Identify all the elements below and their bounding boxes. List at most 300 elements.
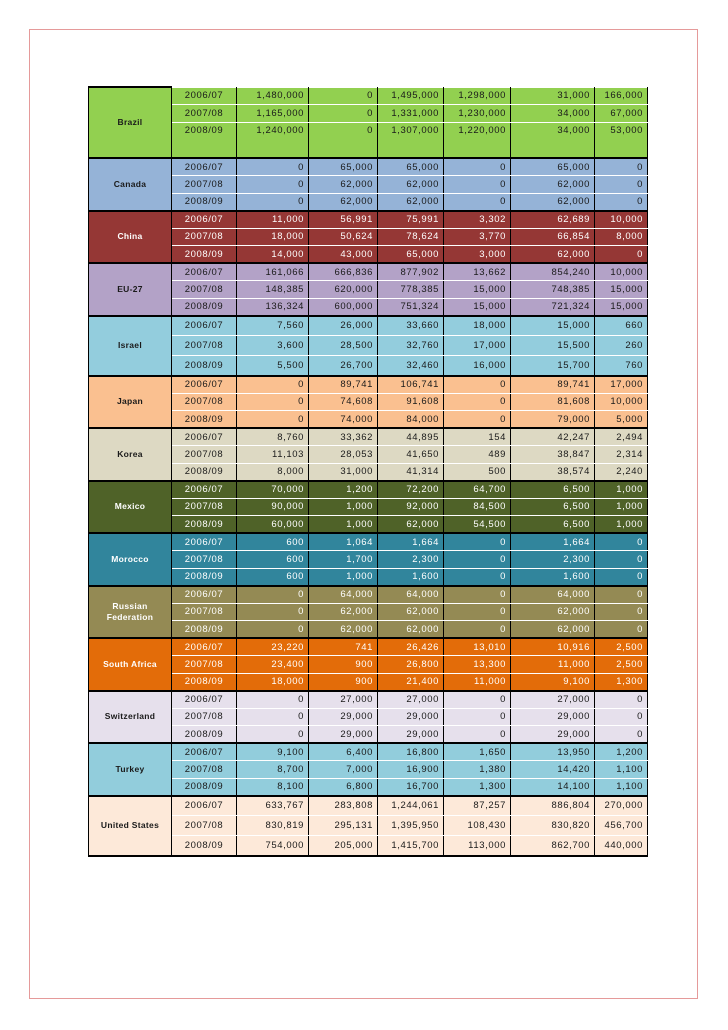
country-cell: Turkey [89, 743, 172, 796]
value-cell: 0 [309, 105, 378, 123]
value-cell: 13,300 [444, 656, 511, 674]
year-cell: 2008/09 [172, 726, 237, 744]
year-cell: 2007/08 [172, 708, 237, 726]
table-row [89, 778, 648, 796]
year-cell: 2006/07 [172, 428, 237, 446]
value-cell: 18,000 [237, 673, 309, 691]
value-cell: 6,400 [309, 743, 378, 761]
country-cell: Russian Federation [89, 586, 172, 639]
value-cell: 830,820 [511, 816, 595, 836]
value-cell: 633,767 [237, 796, 309, 816]
value-cell: 2,500 [595, 638, 648, 656]
value-cell: 1,165,000 [237, 105, 309, 123]
value-cell: 50,624 [309, 228, 378, 246]
table-row [89, 673, 648, 691]
value-cell: 9,100 [511, 673, 595, 691]
value-cell: 65,000 [378, 158, 444, 176]
value-cell: 62,000 [378, 621, 444, 639]
value-cell: 283,808 [309, 796, 378, 816]
table-row [89, 356, 648, 376]
value-cell: 500 [444, 463, 511, 481]
value-cell: 0 [237, 158, 309, 176]
value-cell: 1,700 [309, 551, 378, 569]
value-cell: 62,000 [511, 603, 595, 621]
year-cell: 2006/07 [172, 796, 237, 816]
value-cell: 62,000 [511, 193, 595, 211]
value-cell: 10,000 [595, 211, 648, 229]
value-cell: 751,324 [378, 298, 444, 316]
value-cell: 1,307,000 [378, 122, 444, 158]
value-cell: 721,324 [511, 298, 595, 316]
value-cell: 1,495,000 [378, 87, 444, 105]
value-cell: 32,760 [378, 336, 444, 356]
value-cell: 3,302 [444, 211, 511, 229]
value-cell: 205,000 [309, 836, 378, 856]
value-cell: 29,000 [309, 708, 378, 726]
table-row [89, 446, 648, 464]
value-cell: 1,664 [378, 533, 444, 551]
value-cell: 0 [309, 87, 378, 105]
value-cell: 1,415,700 [378, 836, 444, 856]
table-row [89, 393, 648, 411]
value-cell: 26,800 [378, 656, 444, 674]
value-cell: 23,400 [237, 656, 309, 674]
value-cell: 0 [444, 726, 511, 744]
value-cell: 0 [237, 708, 309, 726]
value-cell: 900 [309, 673, 378, 691]
value-cell: 1,300 [595, 673, 648, 691]
value-cell: 0 [595, 691, 648, 709]
value-cell: 136,324 [237, 298, 309, 316]
table-row [89, 105, 648, 123]
value-cell: 5,500 [237, 356, 309, 376]
value-cell: 89,741 [511, 376, 595, 394]
value-cell: 456,700 [595, 816, 648, 836]
value-cell: 75,991 [378, 211, 444, 229]
value-cell: 1,000 [595, 516, 648, 534]
value-cell: 28,500 [309, 336, 378, 356]
value-cell: 31,000 [309, 463, 378, 481]
value-cell: 0 [444, 193, 511, 211]
value-cell: 13,662 [444, 263, 511, 281]
value-cell: 44,895 [378, 428, 444, 446]
country-cell: Brazil [89, 87, 172, 158]
value-cell: 0 [444, 533, 511, 551]
value-cell: 754,000 [237, 836, 309, 856]
value-cell: 29,000 [511, 726, 595, 744]
year-cell: 2008/09 [172, 516, 237, 534]
value-cell: 0 [595, 621, 648, 639]
value-cell: 0 [444, 586, 511, 604]
table-row [89, 816, 648, 836]
value-cell: 489 [444, 446, 511, 464]
value-cell: 8,760 [237, 428, 309, 446]
value-cell: 14,100 [511, 778, 595, 796]
value-cell: 62,000 [378, 193, 444, 211]
value-cell: 0 [444, 158, 511, 176]
value-cell: 74,608 [309, 393, 378, 411]
value-cell: 72,200 [378, 481, 444, 499]
value-cell: 3,770 [444, 228, 511, 246]
value-cell: 29,000 [511, 708, 595, 726]
value-cell: 34,000 [511, 105, 595, 123]
value-cell: 42,247 [511, 428, 595, 446]
value-cell: 0 [237, 691, 309, 709]
value-cell: 70,000 [237, 481, 309, 499]
year-cell: 2007/08 [172, 761, 237, 779]
value-cell: 89,741 [309, 376, 378, 394]
value-cell: 31,000 [511, 87, 595, 105]
value-cell: 11,000 [511, 656, 595, 674]
value-cell: 21,400 [378, 673, 444, 691]
value-cell: 1,230,000 [444, 105, 511, 123]
table-row [89, 533, 648, 551]
value-cell: 60,000 [237, 516, 309, 534]
table-row [89, 568, 648, 586]
value-cell: 1,480,000 [237, 87, 309, 105]
year-cell: 2007/08 [172, 228, 237, 246]
year-cell: 2007/08 [172, 393, 237, 411]
value-cell: 65,000 [309, 158, 378, 176]
value-cell: 67,000 [595, 105, 648, 123]
value-cell: 1,000 [595, 481, 648, 499]
value-cell: 64,000 [378, 586, 444, 604]
year-cell: 2008/09 [172, 246, 237, 264]
value-cell: 26,000 [309, 316, 378, 336]
country-cell: Israel [89, 316, 172, 376]
value-cell: 0 [595, 586, 648, 604]
value-cell: 64,000 [309, 586, 378, 604]
country-cell: China [89, 211, 172, 264]
value-cell: 14,000 [237, 246, 309, 264]
country-cell: EU-27 [89, 263, 172, 316]
year-cell: 2006/07 [172, 87, 237, 105]
value-cell: 154 [444, 428, 511, 446]
value-cell: 62,000 [511, 246, 595, 264]
data-table [88, 86, 648, 857]
year-cell: 2006/07 [172, 158, 237, 176]
value-cell: 1,600 [378, 568, 444, 586]
table-row [89, 228, 648, 246]
value-cell: 295,131 [309, 816, 378, 836]
value-cell: 91,608 [378, 393, 444, 411]
value-cell: 0 [595, 726, 648, 744]
value-cell: 66,854 [511, 228, 595, 246]
value-cell: 830,819 [237, 816, 309, 836]
value-cell: 1,000 [309, 498, 378, 516]
year-cell: 2008/09 [172, 778, 237, 796]
value-cell: 17,000 [444, 336, 511, 356]
value-cell: 17,000 [595, 376, 648, 394]
value-cell: 0 [444, 568, 511, 586]
table-row [89, 516, 648, 534]
value-cell: 90,000 [237, 498, 309, 516]
value-cell: 1,100 [595, 761, 648, 779]
value-cell: 113,000 [444, 836, 511, 856]
value-cell: 660 [595, 316, 648, 336]
year-cell: 2006/07 [172, 638, 237, 656]
value-cell: 600 [237, 533, 309, 551]
value-cell: 600 [237, 551, 309, 569]
year-cell: 2006/07 [172, 743, 237, 761]
table-row [89, 316, 648, 336]
value-cell: 3,000 [444, 246, 511, 264]
value-cell: 2,494 [595, 428, 648, 446]
value-cell: 9,100 [237, 743, 309, 761]
table-row [89, 298, 648, 316]
value-cell: 87,257 [444, 796, 511, 816]
value-cell: 33,362 [309, 428, 378, 446]
value-cell: 64,000 [511, 586, 595, 604]
year-cell: 2007/08 [172, 551, 237, 569]
value-cell: 10,916 [511, 638, 595, 656]
value-cell: 0 [595, 158, 648, 176]
year-cell: 2006/07 [172, 211, 237, 229]
value-cell: 10,000 [595, 393, 648, 411]
value-cell: 0 [237, 176, 309, 194]
country-cell: United States [89, 796, 172, 856]
year-cell: 2007/08 [172, 816, 237, 836]
value-cell: 53,000 [595, 122, 648, 158]
value-cell: 260 [595, 336, 648, 356]
value-cell: 15,700 [511, 356, 595, 376]
year-cell: 2007/08 [172, 176, 237, 194]
value-cell: 0 [444, 708, 511, 726]
value-cell: 900 [309, 656, 378, 674]
value-cell: 0 [237, 586, 309, 604]
value-cell: 0 [237, 376, 309, 394]
value-cell: 28,053 [309, 446, 378, 464]
value-cell: 15,000 [595, 298, 648, 316]
value-cell: 6,500 [511, 481, 595, 499]
value-cell: 15,000 [444, 281, 511, 299]
value-cell: 741 [309, 638, 378, 656]
value-cell: 0 [237, 603, 309, 621]
value-cell: 1,200 [595, 743, 648, 761]
year-cell: 2007/08 [172, 105, 237, 123]
value-cell: 0 [595, 176, 648, 194]
value-cell: 13,950 [511, 743, 595, 761]
year-cell: 2008/09 [172, 463, 237, 481]
value-cell: 0 [444, 551, 511, 569]
year-cell: 2008/09 [172, 356, 237, 376]
value-cell: 877,902 [378, 263, 444, 281]
table-row [89, 796, 648, 816]
value-cell: 1,298,000 [444, 87, 511, 105]
value-cell: 886,804 [511, 796, 595, 816]
year-cell: 2006/07 [172, 263, 237, 281]
value-cell: 854,240 [511, 263, 595, 281]
year-cell: 2008/09 [172, 411, 237, 429]
value-cell: 5,000 [595, 411, 648, 429]
value-cell: 2,314 [595, 446, 648, 464]
value-cell: 1,664 [511, 533, 595, 551]
value-cell: 108,430 [444, 816, 511, 836]
value-cell: 7,000 [309, 761, 378, 779]
value-cell: 18,000 [237, 228, 309, 246]
value-cell: 15,000 [595, 281, 648, 299]
value-cell: 666,836 [309, 263, 378, 281]
value-cell: 27,000 [309, 691, 378, 709]
year-cell: 2007/08 [172, 281, 237, 299]
value-cell: 32,460 [378, 356, 444, 376]
value-cell: 1,244,061 [378, 796, 444, 816]
table-row [89, 551, 648, 569]
value-cell: 14,420 [511, 761, 595, 779]
value-cell: 0 [237, 621, 309, 639]
table-row [89, 463, 648, 481]
table-row [89, 708, 648, 726]
value-cell: 38,574 [511, 463, 595, 481]
value-cell: 15,000 [444, 298, 511, 316]
value-cell: 29,000 [378, 708, 444, 726]
value-cell: 0 [595, 568, 648, 586]
value-cell: 1,600 [511, 568, 595, 586]
value-cell: 92,000 [378, 498, 444, 516]
value-cell: 27,000 [511, 691, 595, 709]
value-cell: 26,700 [309, 356, 378, 376]
value-cell: 600,000 [309, 298, 378, 316]
value-cell: 16,700 [378, 778, 444, 796]
value-cell: 778,385 [378, 281, 444, 299]
value-cell: 65,000 [378, 246, 444, 264]
value-cell: 43,000 [309, 246, 378, 264]
year-cell: 2007/08 [172, 656, 237, 674]
value-cell: 10,000 [595, 263, 648, 281]
value-cell: 6,800 [309, 778, 378, 796]
value-cell: 62,000 [511, 176, 595, 194]
value-cell: 0 [309, 122, 378, 158]
value-cell: 161,066 [237, 263, 309, 281]
table-row [89, 621, 648, 639]
year-cell: 2008/09 [172, 621, 237, 639]
value-cell: 2,500 [595, 656, 648, 674]
year-cell: 2008/09 [172, 122, 237, 158]
value-cell: 0 [595, 533, 648, 551]
table-row [89, 726, 648, 744]
value-cell: 2,240 [595, 463, 648, 481]
value-cell: 11,103 [237, 446, 309, 464]
table-row [89, 193, 648, 211]
table-row [89, 481, 648, 499]
table-row [89, 158, 648, 176]
value-cell: 6,500 [511, 516, 595, 534]
table-row [89, 176, 648, 194]
year-cell: 2008/09 [172, 568, 237, 586]
value-cell: 74,000 [309, 411, 378, 429]
value-cell: 62,000 [378, 176, 444, 194]
value-cell: 62,689 [511, 211, 595, 229]
table-row [89, 211, 648, 229]
value-cell: 0 [237, 193, 309, 211]
year-cell: 2007/08 [172, 498, 237, 516]
year-cell: 2007/08 [172, 603, 237, 621]
value-cell: 23,220 [237, 638, 309, 656]
value-cell: 1,380 [444, 761, 511, 779]
value-cell: 0 [595, 193, 648, 211]
table-row [89, 376, 648, 394]
value-cell: 16,800 [378, 743, 444, 761]
value-cell: 0 [237, 411, 309, 429]
value-cell: 81,608 [511, 393, 595, 411]
table-row [89, 761, 648, 779]
value-cell: 41,314 [378, 463, 444, 481]
value-cell: 0 [595, 708, 648, 726]
year-cell: 2008/09 [172, 836, 237, 856]
value-cell: 8,000 [237, 463, 309, 481]
table-body [89, 87, 648, 856]
value-cell: 0 [595, 551, 648, 569]
value-cell: 1,064 [309, 533, 378, 551]
value-cell: 0 [444, 621, 511, 639]
country-cell: Canada [89, 158, 172, 211]
table-row [89, 743, 648, 761]
value-cell: 148,385 [237, 281, 309, 299]
year-cell: 2006/07 [172, 586, 237, 604]
value-cell: 6,500 [511, 498, 595, 516]
value-cell: 7,560 [237, 316, 309, 336]
value-cell: 16,000 [444, 356, 511, 376]
year-cell: 2006/07 [172, 533, 237, 551]
value-cell: 29,000 [309, 726, 378, 744]
value-cell: 13,010 [444, 638, 511, 656]
year-cell: 2008/09 [172, 193, 237, 211]
value-cell: 760 [595, 356, 648, 376]
value-cell: 62,000 [309, 621, 378, 639]
value-cell: 62,000 [378, 516, 444, 534]
table-row [89, 122, 648, 158]
table-row [89, 586, 648, 604]
value-cell: 16,900 [378, 761, 444, 779]
year-cell: 2006/07 [172, 691, 237, 709]
table-row [89, 411, 648, 429]
value-cell: 84,500 [444, 498, 511, 516]
value-cell: 0 [595, 603, 648, 621]
value-cell: 62,000 [309, 176, 378, 194]
table-row [89, 87, 648, 105]
value-cell: 78,624 [378, 228, 444, 246]
value-cell: 84,000 [378, 411, 444, 429]
table-row [89, 246, 648, 264]
value-cell: 79,000 [511, 411, 595, 429]
value-cell: 27,000 [378, 691, 444, 709]
table-row [89, 603, 648, 621]
value-cell: 1,220,000 [444, 122, 511, 158]
year-cell: 2006/07 [172, 316, 237, 336]
value-cell: 166,000 [595, 87, 648, 105]
value-cell: 38,847 [511, 446, 595, 464]
value-cell: 2,300 [511, 551, 595, 569]
value-cell: 1,000 [309, 516, 378, 534]
year-cell: 2006/07 [172, 376, 237, 394]
value-cell: 1,100 [595, 778, 648, 796]
value-cell: 1,240,000 [237, 122, 309, 158]
value-cell: 18,000 [444, 316, 511, 336]
table-row [89, 691, 648, 709]
value-cell: 0 [444, 393, 511, 411]
value-cell: 15,000 [511, 316, 595, 336]
country-cell: Japan [89, 376, 172, 429]
value-cell: 1,395,950 [378, 816, 444, 836]
value-cell: 26,426 [378, 638, 444, 656]
value-cell: 0 [444, 603, 511, 621]
table-row [89, 638, 648, 656]
value-cell: 440,000 [595, 836, 648, 856]
table-row [89, 263, 648, 281]
year-cell: 2007/08 [172, 446, 237, 464]
value-cell: 620,000 [309, 281, 378, 299]
value-cell: 748,385 [511, 281, 595, 299]
